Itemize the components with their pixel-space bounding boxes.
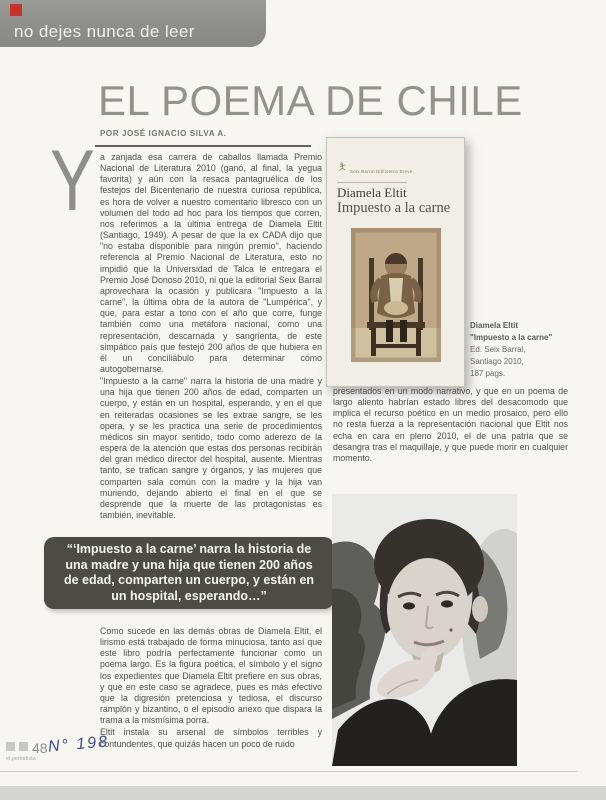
paragraph-2: "Impuesto a la carne" narra la historia de una madre y una hija que tienen 200 años de edad, comparten un cuerpo, y están en un hospital, esperando, y en el que en reiteradas ocasiones se les extrae sangre, se les opera, y se les practica una serie de procedimientos médicos sin mayor sentido, todo como aderezo de la espera de la atención que estas dos personas recibirán del gran médico director del hospital, ausente. Mientras tanto, se trafican sangre y órganos, y las mujeres que comparten sala común con la madre y la hija van muriendo, dejando abierto el final en el que se desprende que la muerte de las protagonistas es también, inevitable. — [100, 376, 322, 520]
magazine-name: el periodista — [6, 756, 36, 762]
seix-barral-dancer-icon — [338, 162, 347, 174]
red-accent-square — [10, 4, 22, 16]
book-publisher-label: Seix Barral Biblioteca Breve — [350, 169, 413, 174]
scan-edge-strip — [0, 786, 606, 800]
article-title: EL POEMA DE CHILE — [98, 77, 523, 124]
drop-cap: Y — [50, 133, 95, 229]
caption-publisher: Ed. Seix Barral, — [470, 345, 526, 354]
footer-divider — [0, 771, 577, 772]
caption-author: Diamela Eltit — [470, 321, 519, 330]
book-title: Impuesto a la carne — [337, 200, 451, 216]
page-number: 48 — [32, 740, 48, 756]
section-tagline: no dejes nunca de leer — [14, 22, 195, 41]
pull-quote-text: “‘Impuesto a la carne’ narra la historia de una madre y una hija que tienen 200 años de edad, comparten un cuerpo, y están en un hospital, esperando…” — [63, 542, 315, 603]
paragraph-1: a zanjada esa carrera de caballos llamada Premio Nacional de Literatura 2010 (ganó, al final, la yegua favorita) y aún con la resaca pantagruélica de los festejos del Bicentenario de nuestra curiosa república, es hora de volver a nuestro comentario libresco con un volumen del todo ad hoc para los tiempos que corren, nos referimos a la última entrega de Diamela Eltit (Santiago, 1949). A pesar de que la ex CADA dijo que "no estaba disponible para ningún premio", haciendo referencia al Premio Nacional de Literatura, esto no impidió que la Universidad de Talca le entregara el Premio José Donoso 2010, ni que la editorial Seix Barral aprovechara la ocasión y publicara "Impuesto a la carne", la última obra de la autora de "Lumpérica", y que, para estar a tono con el año que corre, funge también como una metáfora nacional, como una representación, descarnada y sangrienta, de este simpático país que festejó 200 años de que hubiera en él un conciliábulo para determinar cómo autogobernarse. — [100, 152, 322, 374]
left-column-continued — [100, 626, 322, 784]
magazine-logo-icon — [19, 742, 28, 751]
book-cover — [326, 137, 465, 387]
caption-pages: 187 pags. — [470, 369, 506, 378]
article-byline: POR JOSÉ IGNACIO SILVA A. — [100, 129, 227, 138]
paragraph-4: Eltit instala su arsenal de símbolos terribles y contundentes, que quizás hacen un poco de ruido — [100, 727, 322, 749]
footer-logo — [6, 742, 48, 754]
magazine-logo-icon — [6, 742, 15, 751]
left-column — [100, 152, 322, 538]
section-header-bar — [0, 0, 266, 47]
book-publisher-row — [338, 162, 413, 174]
book-caption — [470, 320, 570, 380]
book-author: Diamela Eltit — [337, 182, 407, 201]
paragraph-3: Como sucede en las demás obras de Diamela Eltit, el lirismo está trabajado de forma minuciosa, tanto así que este libro podría perfectamente funcionar como un poema largo. Es la figura poética, el símbolo y el signo los expedientes que Diamela Eltit prefiere en sus obras, y que en este caso se agradece, pues es más efectivo que la digresión pretenciosa y tediosa, el discurso ramplón y bizantino, o el episodio anexo que dispara la trama a la mismísima porra. — [100, 626, 322, 726]
handwritten-issue-number: N° 198 — [47, 733, 110, 756]
book-cover-photo — [351, 228, 441, 362]
right-column: presentados en un modo narrativo, y que en un poema de largo aliento habrían estado libres del desacomodo que implica el recurso poético en un medio prosaico, pero ello no resta fuerza a la representación nacional que Eltit nos echa en cara en pleno 2010, el de una patria que se desangra tras el maquillaje, y que puede morir en cualquier momento. — [333, 386, 568, 463]
pull-quote-box — [44, 537, 334, 609]
caption-city-year: Santiago 2010, — [470, 357, 524, 366]
caption-title: "Impuesto a la carne" — [470, 333, 553, 342]
byline-divider — [95, 145, 311, 147]
author-portrait-photo — [332, 494, 517, 766]
